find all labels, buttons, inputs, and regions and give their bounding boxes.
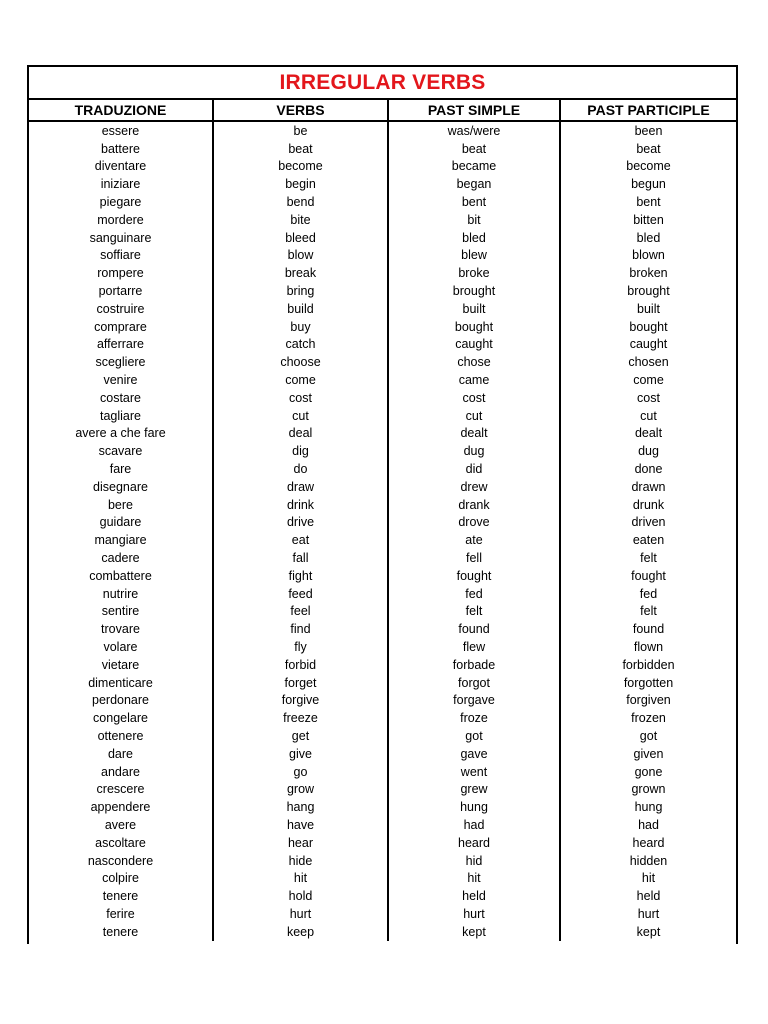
past-simple-cell: froze [389,709,561,727]
verb-cell: give [214,745,389,763]
table-row [29,336,736,354]
past-simple-cell: blew [389,247,561,265]
header-past-participle: PAST PARTICIPLE [587,102,710,118]
verb-cell: drive [214,514,389,532]
traduzione-cell: tenere [29,887,214,905]
table-row [29,656,736,674]
past-simple-cell: bent [389,193,561,211]
traduzione-cell: mangiare [29,531,214,549]
table-row [29,745,736,763]
past-participle-cell: been [634,123,663,138]
table-row [29,229,736,247]
verb-cell: become [214,158,389,176]
past-simple-cell: got [389,727,561,745]
past-participle-cell: held [636,889,661,904]
past-simple-cell: held [389,887,561,905]
table-row [29,282,736,300]
past-simple-cell: kept [389,923,561,941]
traduzione-cell: guidare [29,514,214,532]
traduzione-cell: scavare [29,442,214,460]
traduzione-cell: colpire [29,869,214,887]
past-participle-cell: hidden [629,853,668,868]
past-participle-cell: felt [640,604,657,619]
verb-cell: freeze [214,709,389,727]
verb-cell: have [214,816,389,834]
past-participle-cell: built [637,301,660,316]
traduzione-cell: essere [29,122,214,140]
verb-cell: bleed [214,229,389,247]
traduzione-cell: rompere [29,264,214,282]
past-simple-cell: ate [389,531,561,549]
table-row [29,887,736,905]
past-participle-cell: dealt [634,426,663,441]
past-participle-cell: caught [629,337,668,352]
table-row [29,407,736,425]
verb-cell: fall [214,549,389,567]
verb-cell: draw [214,478,389,496]
table-row [29,923,736,941]
past-participle-cell: hurt [637,906,660,921]
past-participle-cell: kept [636,924,661,939]
past-participle-cell: frozen [631,711,666,726]
past-participle-cell: chosen [628,355,669,370]
past-simple-cell: had [389,816,561,834]
past-participle-cell: bent [636,195,661,210]
past-simple-cell: cut [389,407,561,425]
table-row [29,638,736,656]
past-simple-cell: flew [389,638,561,656]
header-verbs: VERBS [214,100,389,120]
traduzione-cell: disegnare [29,478,214,496]
table-row [29,193,736,211]
traduzione-cell: trovare [29,620,214,638]
verb-cell: forgive [214,692,389,710]
traduzione-cell: iniziare [29,175,214,193]
traduzione-cell: bere [29,496,214,514]
past-participle-cell: bled [636,230,661,245]
traduzione-cell: venire [29,371,214,389]
past-participle-cell: come [633,373,664,388]
table-row [29,603,736,621]
verb-cell: come [214,371,389,389]
verb-cell: eat [214,531,389,549]
table-row [29,905,736,923]
table-row [29,549,736,567]
verb-cell: build [214,300,389,318]
traduzione-cell: tenere [29,923,214,941]
traduzione-cell: avere a che fare [29,425,214,443]
table-row [29,692,736,710]
past-simple-cell: drew [389,478,561,496]
verb-cell: hang [214,798,389,816]
verb-cell: bend [214,193,389,211]
table-row [29,531,736,549]
past-simple-cell: built [389,300,561,318]
table-row [29,247,736,265]
verb-cell: dig [214,442,389,460]
past-simple-cell: caught [389,336,561,354]
table-row [29,709,736,727]
header-traduzione: TRADUZIONE [29,100,214,120]
verb-cell: beat [214,140,389,158]
table-row [29,300,736,318]
traduzione-cell: comprare [29,318,214,336]
table-row [29,211,736,229]
traduzione-cell: costruire [29,300,214,318]
traduzione-cell: ottenere [29,727,214,745]
traduzione-cell: nascondere [29,852,214,870]
table-row [29,478,736,496]
verb-cell: get [214,727,389,745]
verb-table [27,65,738,944]
verb-cell: choose [214,353,389,371]
past-participle-cell: blown [632,248,665,263]
traduzione-cell: tagliare [29,407,214,425]
past-participle-cell: gone [634,764,663,779]
traduzione-cell: afferrare [29,336,214,354]
traduzione-cell: battere [29,140,214,158]
past-simple-cell: hit [389,869,561,887]
table-row [29,264,736,282]
table-row [29,852,736,870]
table-row [29,798,736,816]
traduzione-cell: dimenticare [29,674,214,692]
past-simple-cell: brought [389,282,561,300]
past-simple-cell: did [389,460,561,478]
verb-cell: do [214,460,389,478]
past-participle-cell: done [634,462,663,477]
past-participle-cell: eaten [632,533,665,548]
verb-cell: fly [214,638,389,656]
table-row [29,442,736,460]
past-participle-cell: forgiven [626,693,671,708]
past-participle-cell: drawn [631,479,666,494]
verb-cell: feel [214,603,389,621]
table-row [29,674,736,692]
past-participle-cell: got [639,728,658,743]
table-row [29,567,736,585]
verb-cell: drink [214,496,389,514]
past-participle-cell: grown [631,782,666,797]
past-simple-cell: felt [389,603,561,621]
table-row [29,353,736,371]
verb-cell: cost [214,389,389,407]
traduzione-cell: sanguinare [29,229,214,247]
past-simple-cell: came [389,371,561,389]
past-participle-cell: driven [631,515,666,530]
past-simple-cell: gave [389,745,561,763]
past-simple-cell: chose [389,353,561,371]
traduzione-cell: volare [29,638,214,656]
verb-cell: bring [214,282,389,300]
past-simple-cell: forgave [389,692,561,710]
past-simple-cell: was/were [389,122,561,140]
past-simple-cell: forgot [389,674,561,692]
traduzione-cell: vietare [29,656,214,674]
past-simple-cell: hurt [389,905,561,923]
past-simple-cell: beat [389,140,561,158]
verb-cell: hold [214,887,389,905]
traduzione-cell: cadere [29,549,214,567]
traduzione-cell: mordere [29,211,214,229]
past-participle-cell: heard [632,835,665,850]
table-row [29,780,736,798]
traduzione-cell: perdonare [29,692,214,710]
past-participle-cell: cut [640,408,657,423]
past-simple-cell: fell [389,549,561,567]
verb-cell: grow [214,780,389,798]
traduzione-cell: congelare [29,709,214,727]
traduzione-cell: costare [29,389,214,407]
past-participle-cell: bought [629,319,668,334]
traduzione-cell: dare [29,745,214,763]
verb-cell: go [214,763,389,781]
header-past-simple: PAST SIMPLE [389,100,561,120]
past-simple-cell: fed [389,585,561,603]
past-simple-cell: broke [389,264,561,282]
past-participle-cell: hit [641,871,656,886]
traduzione-cell: andare [29,763,214,781]
traduzione-cell: soffiare [29,247,214,265]
traduzione-cell: appendere [29,798,214,816]
past-simple-cell: bled [389,229,561,247]
verb-cell: find [214,620,389,638]
table-row [29,727,736,745]
traduzione-cell: crescere [29,780,214,798]
traduzione-cell: combattere [29,567,214,585]
past-participle-cell: found [632,622,665,637]
verb-cell: forbid [214,656,389,674]
past-participle-cell: cost [637,390,660,405]
verb-cell: blow [214,247,389,265]
table-row [29,122,736,140]
verb-cell: begin [214,175,389,193]
traduzione-cell: sentire [29,603,214,621]
past-participle-cell: fed [639,586,658,601]
past-participle-cell: fought [631,568,666,583]
table-row [29,585,736,603]
traduzione-cell: piegare [29,193,214,211]
table-row [29,140,736,158]
traduzione-cell: nutrire [29,585,214,603]
verb-cell: forget [214,674,389,692]
table-title: IRREGULAR VERBS [29,67,736,100]
past-simple-cell: drank [389,496,561,514]
table-row [29,869,736,887]
verb-cell: fight [214,567,389,585]
table-row [29,318,736,336]
past-participle-cell: forbidden [622,657,675,672]
verb-cell: hide [214,852,389,870]
past-participle-cell: felt [640,551,657,566]
table-row [29,816,736,834]
past-simple-cell: drove [389,514,561,532]
past-participle-cell: hung [634,800,663,815]
verb-cell: feed [214,585,389,603]
past-simple-cell: hung [389,798,561,816]
past-participle-cell: forgotten [623,675,674,690]
table-row [29,389,736,407]
verb-cell: deal [214,425,389,443]
traduzione-cell: portarre [29,282,214,300]
verb-cell: hurt [214,905,389,923]
table-row [29,371,736,389]
past-simple-cell: bit [389,211,561,229]
traduzione-cell: avere [29,816,214,834]
past-participle-cell: begun [631,177,666,192]
header-row [29,100,736,122]
past-participle-cell: given [633,746,664,761]
table-row [29,514,736,532]
past-participle-cell: brought [627,284,670,299]
traduzione-cell: ascoltare [29,834,214,852]
table-body [29,122,736,941]
past-participle-cell: flown [633,640,664,654]
past-participle-cell: bitten [633,212,664,227]
verb-cell: hear [214,834,389,852]
past-simple-cell: heard [389,834,561,852]
table-row [29,620,736,638]
traduzione-cell: ferire [29,905,214,923]
past-simple-cell: forbade [389,656,561,674]
table-row [29,175,736,193]
past-simple-cell: found [389,620,561,638]
past-simple-cell: fought [389,567,561,585]
verb-cell: bite [214,211,389,229]
table-row [29,425,736,443]
table-row [29,460,736,478]
table-row [29,834,736,852]
past-simple-cell: went [389,763,561,781]
verb-cell: cut [214,407,389,425]
past-participle-cell: become [626,159,671,174]
past-simple-cell: dug [389,442,561,460]
traduzione-cell: fare [29,460,214,478]
past-participle-cell: had [638,817,659,832]
table-row [29,496,736,514]
past-participle-cell: dug [638,444,659,459]
past-simple-cell: grew [389,780,561,798]
verb-cell: catch [214,336,389,354]
table-row [29,763,736,781]
past-simple-cell: bought [389,318,561,336]
past-participle-cell: broken [629,266,668,281]
past-simple-cell: cost [389,389,561,407]
verb-cell: buy [214,318,389,336]
past-participle-cell: beat [636,141,661,156]
traduzione-cell: scegliere [29,353,214,371]
past-participle-cell: drunk [632,497,665,512]
verb-cell: keep [214,923,389,941]
verb-cell: be [214,122,389,140]
past-simple-cell: became [389,158,561,176]
past-simple-cell: hid [389,852,561,870]
traduzione-cell: diventare [29,158,214,176]
past-simple-cell: began [389,175,561,193]
past-simple-cell: dealt [389,425,561,443]
table-row [29,158,736,176]
verb-cell: hit [214,869,389,887]
verb-cell: break [214,264,389,282]
